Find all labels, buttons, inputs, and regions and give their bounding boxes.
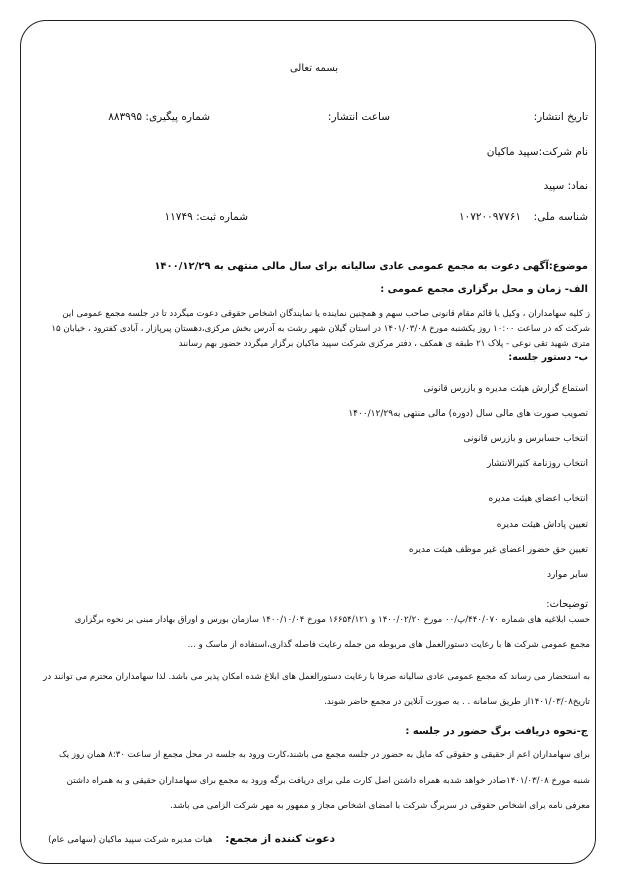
company-name-value: سپید ماکیان [486,146,539,158]
registration-label: شماره ثبت: [196,211,248,223]
tracking-label: شماره پیگیری: [145,111,210,123]
agenda-item: تصویب صورت های مالی سال (دوره) مالی منتهی به۱۴۰۰/۱۲/۲۹ [348,409,588,419]
symbol-value: سپید [543,180,565,192]
symbol [544,179,588,193]
registration-number [165,210,248,224]
subject: موضوع:آگهی دعوت به مجمع عمومی عادی سالیانه برای سال مالی منتهی به ۱۴۰۰/۱۲/۲۹ [154,261,588,272]
section-a-title: الف- زمان و محل برگزاری مجمع عمومی : [380,284,588,295]
notes-line: تاریخ۱۴۰۱/۰۳/۰۸از طریق سامانه . . به صورت آنلاین در مجمع حاضر شوند. [324,697,590,707]
company-name [487,145,588,159]
section-a-line: شرکت که در ساعت ۱۰:۰۰ روز یکشنبه مورخ ۱۴۰۱/۰۳/۰۸ در استان گیلان شهر رشت به آدرس بخش مرکزی،دهستان پیرپازار ، آبادی کفترود ، خیابان ۱۵ [51,324,590,334]
bismillah: بسمه تعالی [289,63,339,74]
company-name-label: نام شرکت: [538,146,588,158]
tracking-number [108,110,210,124]
publish-time-label: ساعت انتشار: [327,111,390,123]
inviter-value: هیات مدیره شرکت سپید ماکیان (سهامی عام) [48,835,213,845]
national-id-value: ۱۰۷۲۰۰۹۷۷۶۱ [458,211,521,223]
section-c-title: ج-نحوه دریافت برگ حضور در جلسه : [405,726,588,737]
publish-date-label: تاریخ انتشار: [533,111,588,123]
notes-line: به استحضار می رساند که مجمع عمومی عادی سالیانه صرفا با رعایت دستورالعمل های ابلاغ شده امکان پذیر می باشد. لذا سهامداران محترم می توانند در [43,672,590,682]
agenda-item: انتخاب اعضای هیئت مدیره [488,494,588,504]
agenda-item: انتخاب حسابرس و بازرس قانونی [463,434,588,444]
national-id [459,210,588,224]
tracking-value: ۸۸۳۹۹۵ [108,111,143,123]
section-c-line: برای سهامداران اعم از حقیقی و حقوقی که مایل به حضور در جلسه مجمع می باشند،کارت ورود به جلسه در محل مجمع از ساعت ۸:۳۰ همان روز یک [59,750,590,760]
agenda-item: تعیین حق حضور اعضای غیر موظف هیئت مدیره [408,545,588,555]
agenda-item: انتخاب روزنامة کثیرالانتشار [486,459,588,469]
national-id-label: شناسه ملی: [533,211,588,223]
agenda-item: تعیین پاداش هیئت مدیره [496,520,588,530]
registration-value: ۱۱۷۴۹ [164,211,193,223]
section-c-line: شنبه مورخ ۱۴۰۱/۰۳/۰۸صادر خواهد شدبه همراه داشتن اصل کارت ملی برای دریافت برگه ورود به مجمع برای سهامداران حقیقی و به همراه داشتن [66,776,590,786]
section-a-line: متری شهید تقی نوعی - پلاک ۲۱ طبقه ی همکف ، دفتر مرکزی شرکت سپید ماکیان برگزار میگردد حضور بهم رسانند [178,339,590,349]
notes-line: مجمع عمومی شرکت ها با رعایت دستورالعمل های مربوطه من جمله رعایت فاصله گذاری،استفاده از ماسک و ... [187,640,590,650]
inviter [48,832,335,847]
agenda-item: استماع گزارش هیئت مدیره و بازرس قانونی [423,384,588,394]
section-a-line: ز کلیه سهامداران ، وکیل یا قائم مقام قانونی صاحب سهم و همچنین نماینده یا نمایندگان اشخاص حقوقی دعوت میگردد تا در جلسه مجمع عمومی این [62,309,590,319]
notes-title: توضیحات: [546,599,588,610]
section-c-line: معرفی نامه برای اشخاص حقوقی در سربرگ شرکت با امضای اشخاص مجاز و ممهور به مهر شرکت الزامی می باشد. [170,801,590,811]
agenda-item: سایر موارد [547,570,588,580]
notes-line: حسب ابلاغیه های شماره ۴۴۰/۰۷۰/پ/۰۰ مورخ ۱۴۰۰/۰۲/۲۰ و ۱۶۶۵۴/۱۲۱ مورخ ۱۴۰۰/۱۰/۰۴ سازمان بورس و اوراق بهادار مبنی بر نحوه برگزاری [74,615,590,625]
symbol-label: نماد: [567,180,588,192]
inviter-label: دعوت کننده از مجمع: [225,833,335,845]
section-b-title: ب- دستور جلسه: [508,352,588,363]
